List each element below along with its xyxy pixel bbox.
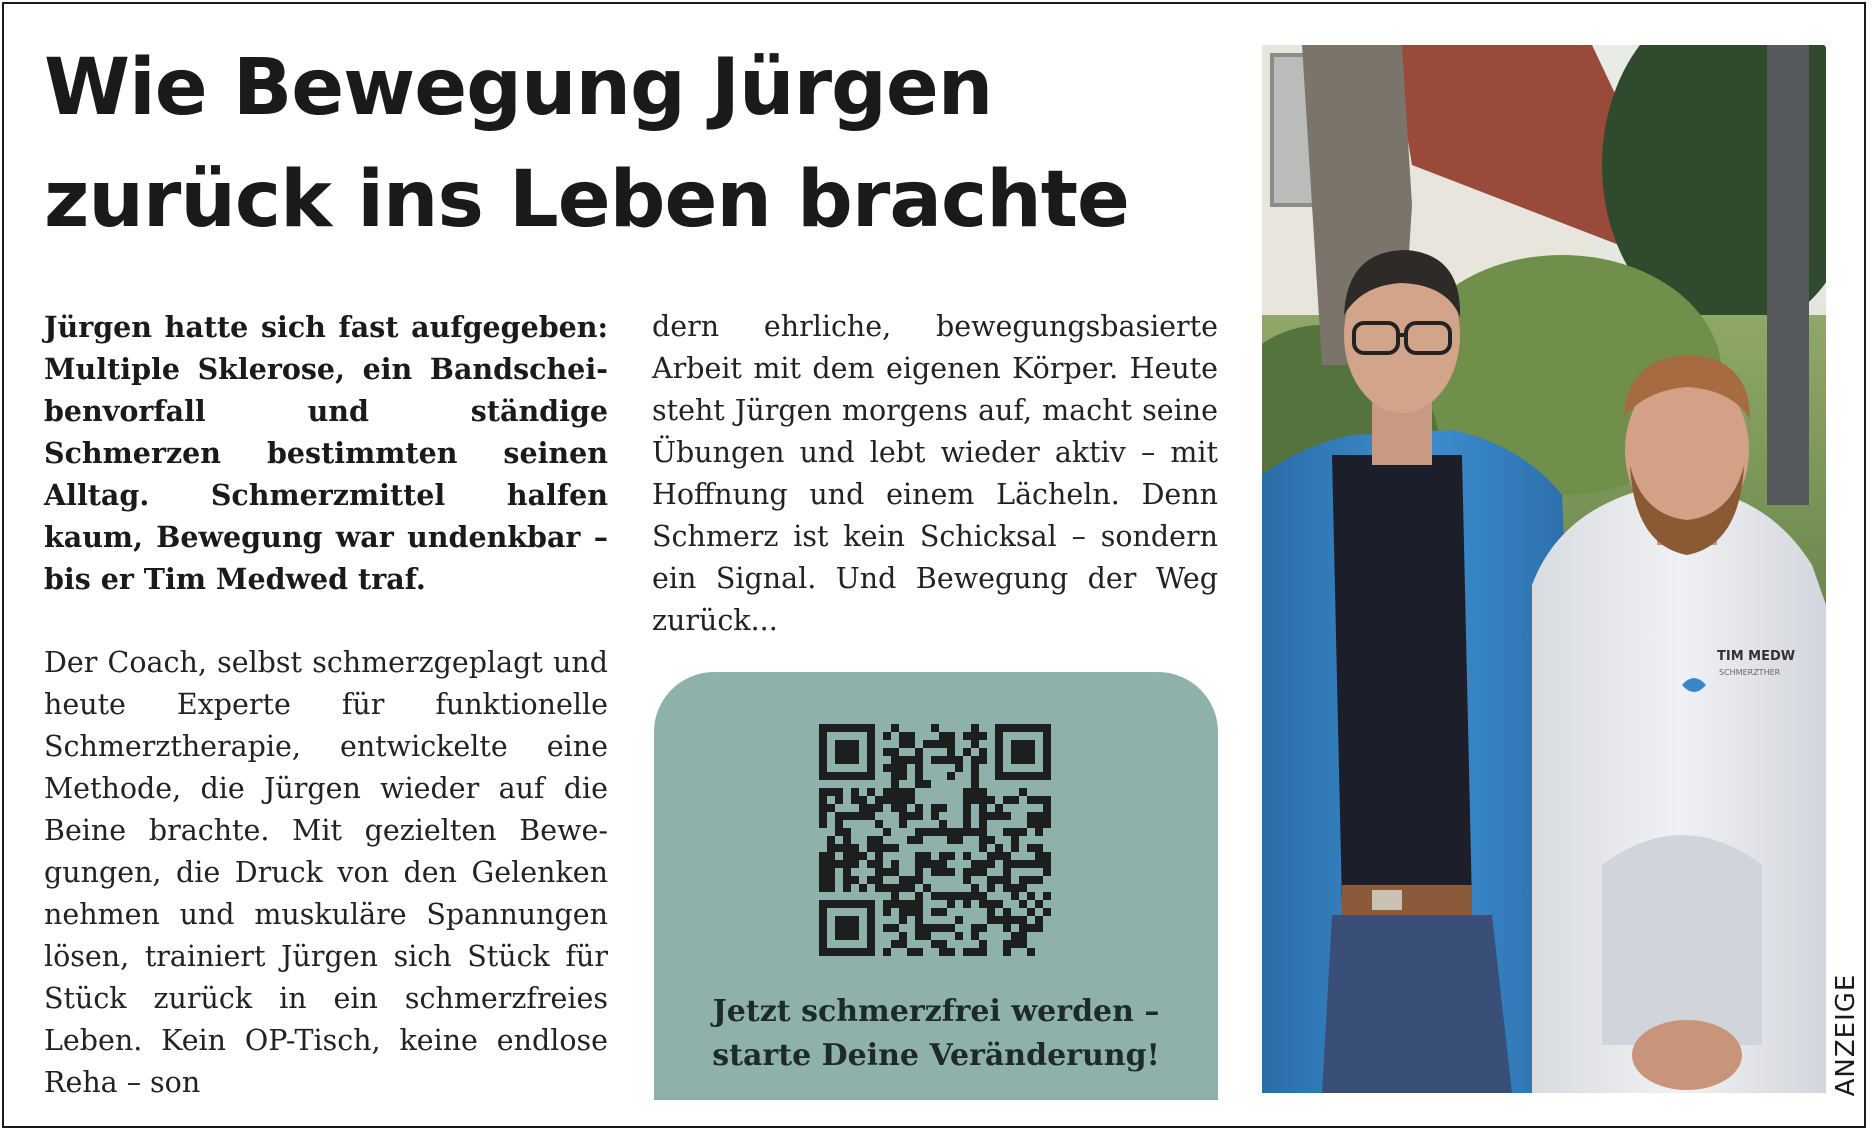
ad-label-text: ANZEIGE — [1831, 973, 1861, 1097]
cta-line-2: starte Deine Veränderung! — [712, 1038, 1160, 1073]
photo — [1262, 45, 1826, 1093]
ad-label — [1826, 973, 1866, 1097]
lamp-post — [1767, 45, 1809, 505]
cta-box — [654, 672, 1218, 1100]
cta-text — [654, 990, 1218, 1078]
qr-code[interactable] — [819, 724, 1051, 956]
text-column-left — [44, 306, 608, 1104]
body-paragraph-2: dern ehrliche, bewegungsbasierte Arbeit mit dem eigenen Körper. Heute steht Jürgen morgens auf, macht seine Übungen und lebt wieder aktiv – mit Hoffnung und einem Lächeln. Denn Schmerz ist kein Schicksal – sondern ein Signal. Und Bewegung der Weg zurück... — [652, 310, 1218, 637]
photo-illustration — [1262, 45, 1826, 1093]
headline-line-2: zurück ins Leben brachte — [44, 155, 1129, 245]
hoodie-brand: TIM MEDW — [1717, 649, 1796, 664]
body-paragraph-1: Der Coach, selbst schmerzgeplagt und heute Experte für funktionelle Schmerztherapie, entwickelte eine Methode, die Jürgen wieder auf die Beine brachte. Mit gezielten Bewegungen, die Druck von den Gelenken nehmen und muskuläre Spannungen lösen, trainiert Jürgen sich Stück für Stück zurück in ein schmerzfreies Leben. Kein OP-Tisch, keine endlose Reha – son — [44, 646, 608, 1099]
text-column-right — [652, 306, 1218, 642]
lead-paragraph: Jürgen hatte sich fast aufgegeben: Multiple Sklerose, ein Bandscheibenvorfall und ständige Schmerzen bestimmten seinen Alltag. Schmerzmittel halfen kaum, Bewegung war undenkbar – bis er Tim Medwed traf. — [44, 310, 608, 596]
headline — [44, 32, 1224, 256]
hoodie-brand-sub: SCHMERZTHER — [1719, 668, 1781, 677]
headline-line-1: Wie Bewegung Jürgen — [44, 43, 993, 133]
cta-line-1: Jetzt schmerzfrei werden – — [712, 994, 1160, 1029]
